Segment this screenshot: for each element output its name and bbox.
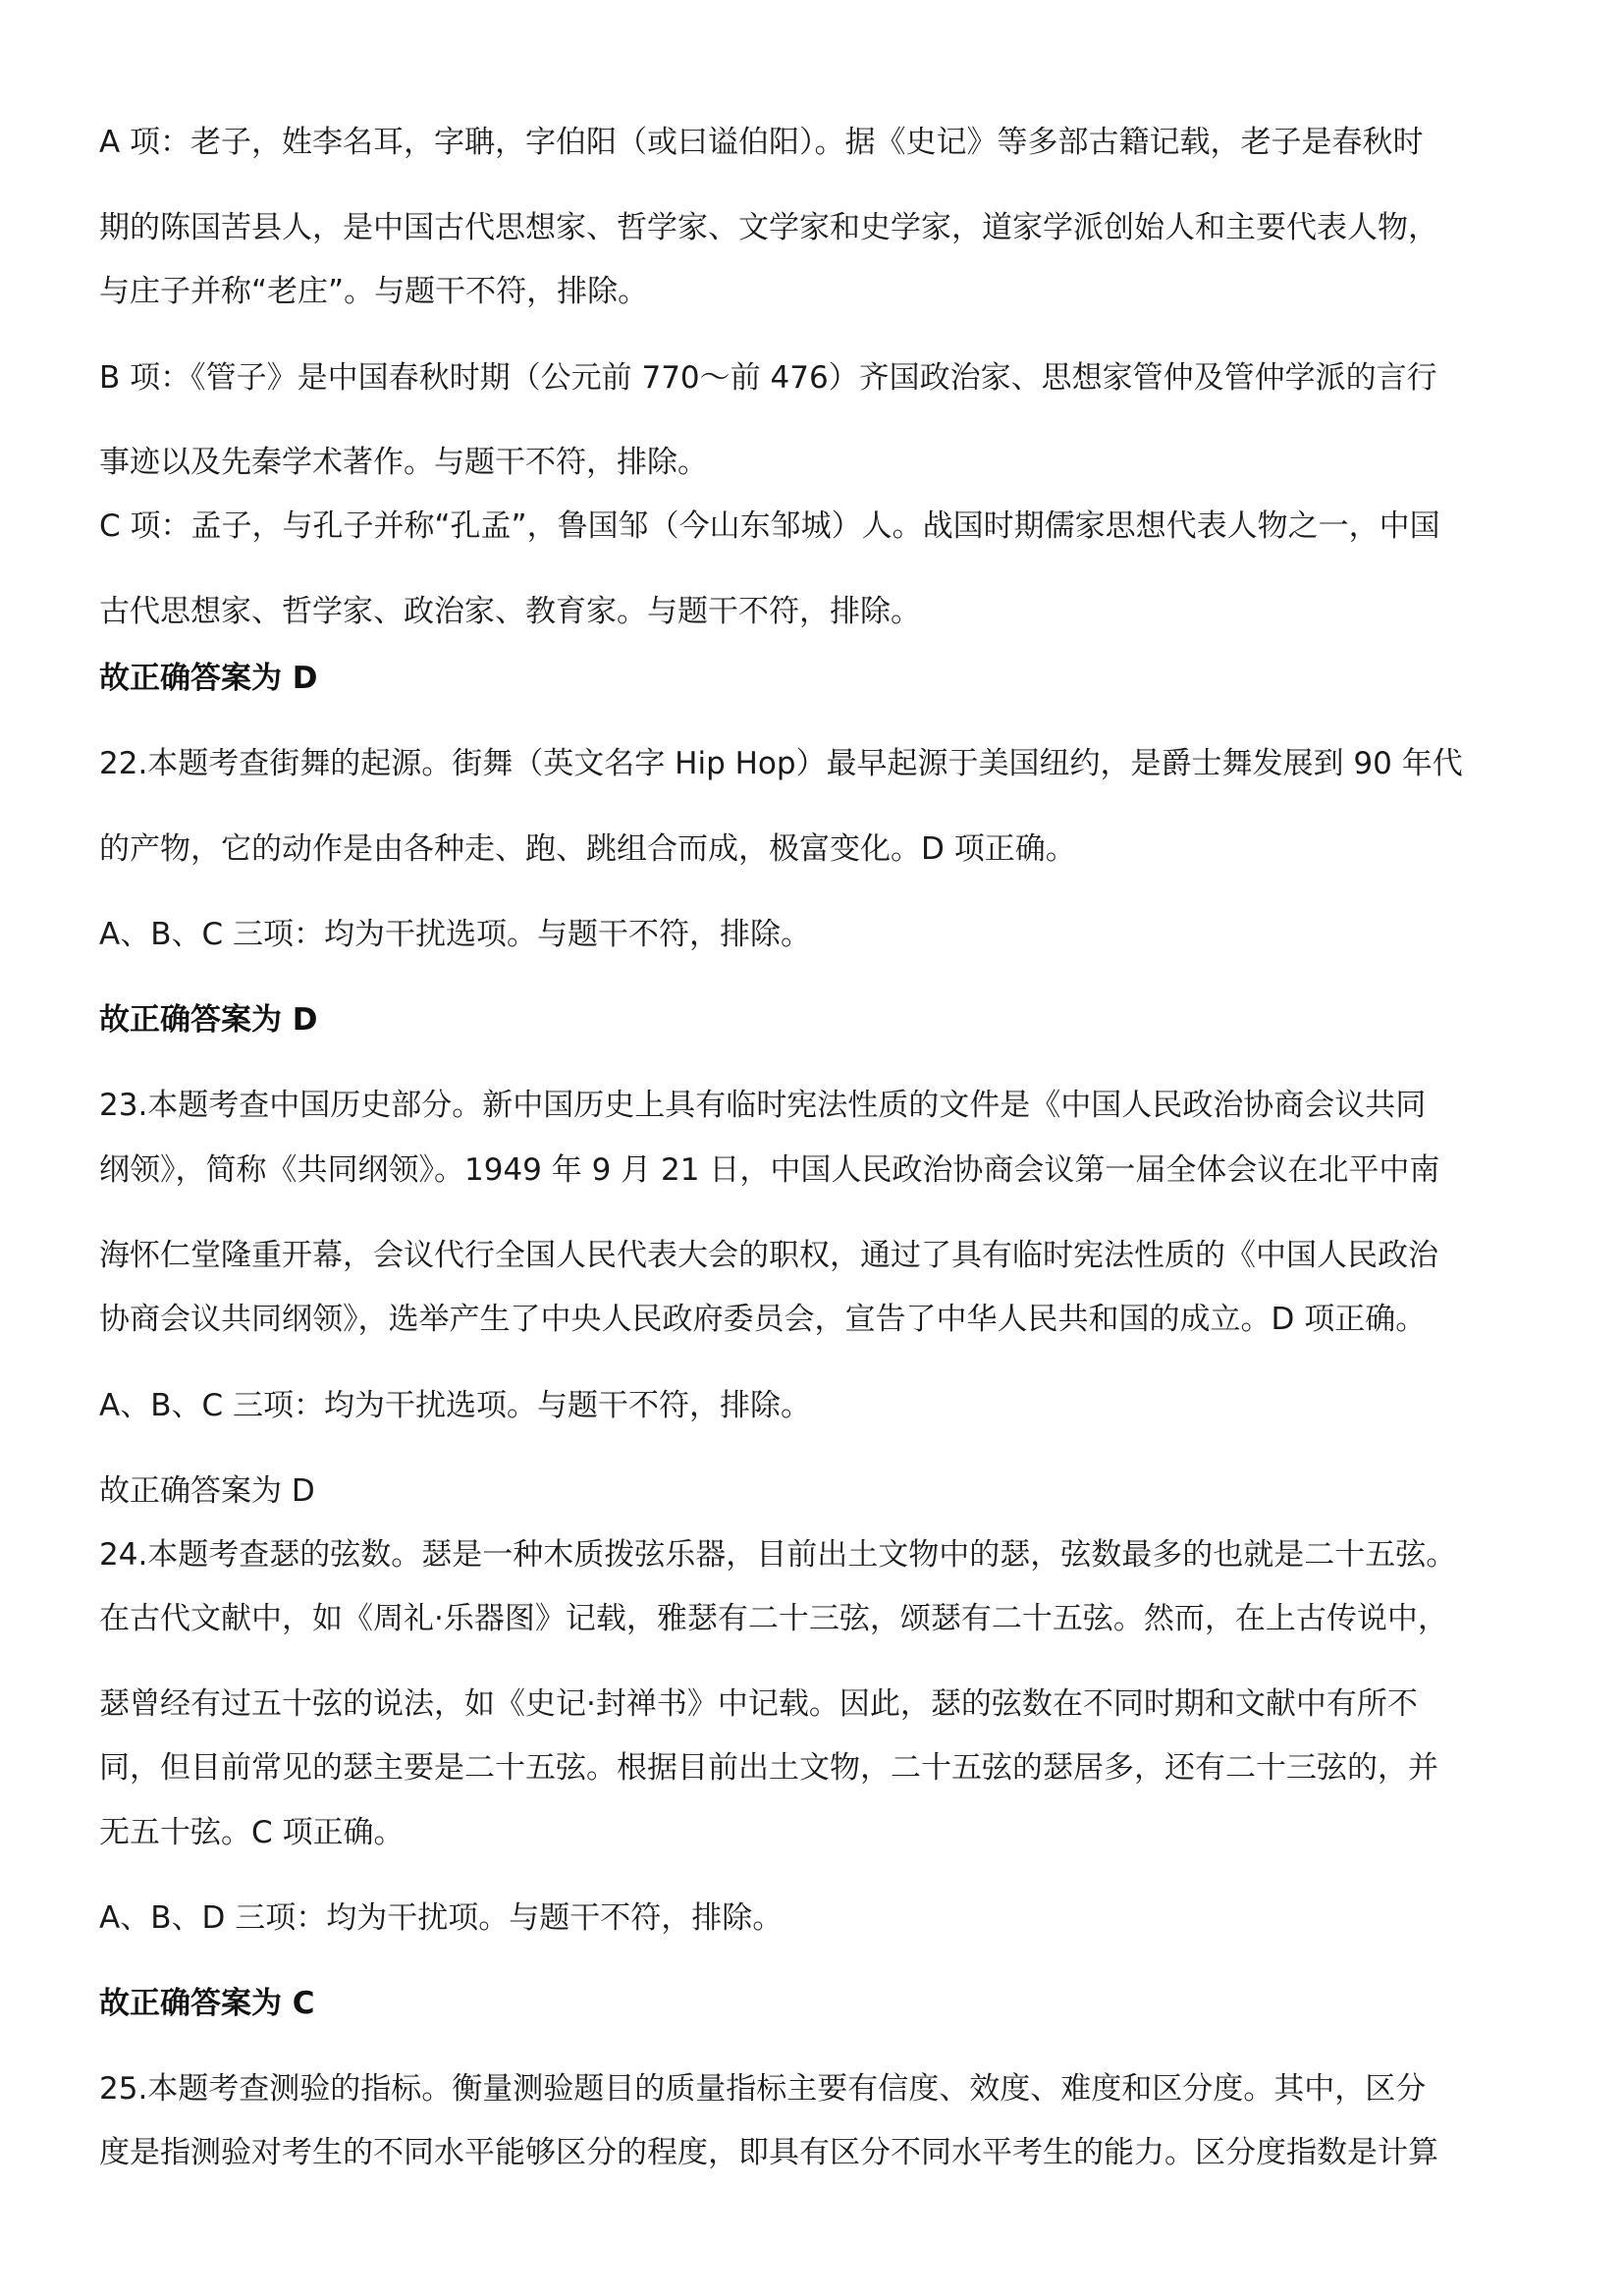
paragraph-line-q23-2: 纲领》，简称《共同纲领》。1949 年 9 月 21 日，中国人民政治协商会议第一届全体会议在北平中南 [99,1152,1440,1188]
paragraph-line-option-a-2: 期的陈国苦县人，是中国古代思想家、哲学家、文学家和史学家，道家学派创始人和主要代表人物， [99,210,1438,245]
paragraph-line-q24-3: 瑟曾经有过五十弦的说法，如《史记·封禅书》中记载。因此，瑟的弦数在不同时期和文献中有所不 [99,1686,1418,1722]
paragraph-line-option-c-1: C 项：孟子，与孔子并称“孔孟”，鲁国邹（今山东邹城）人。战国时期儒家思想代表人物之一，中国 [99,508,1440,544]
paragraph-line-option-b-2: 事迹以及先秦学术著作。与题干不符，排除。 [99,445,708,480]
paragraph-line-option-c-2: 古代思想家、哲学家、政治家、教育家。与题干不符，排除。 [99,594,921,629]
answer-line-22: 故正确答案为 D [99,1002,318,1038]
paragraph-line-q24-1: 24.本题考查瑟的弦数。瑟是一种木质拨弦乐器，目前出土文物中的瑟，弦数最多的也就是二十五弦。 [99,1537,1457,1573]
answer-line-23: 故正确答案为 D [99,1473,315,1509]
paragraph-line-q23-4: 协商会议共同纲领》，选举产生了中央人民政府委员会，宣告了中华人民共和国的成立。D 项正确。 [99,1302,1427,1337]
paragraph-line-q24-5: 无五十弦。C 项正确。 [99,1815,405,1850]
paragraph-line-q22-2: 的产物，它的动作是由各种走、跑、跳组合而成，极富变化。D 项正确。 [99,831,1076,867]
paragraph-line-option-a-1: A 项：老子，姓李名耳，字聃，字伯阳（或曰谥伯阳）。据《史记》等多部古籍记载，老子是春秋时 [99,125,1424,160]
paragraph-line-q25-2: 度是指测验对考生的不同水平能够区分的程度，即具有区分不同水平考生的能力。区分度指数是计算 [99,2135,1438,2170]
paragraph-line-q23-5: A、B、C 三项：均为干扰选项。与题干不符，排除。 [99,1388,811,1423]
paragraph-line-q24-4: 同，但目前常见的瑟主要是二十五弦。根据目前出土文物，二十五弦的瑟居多，还有二十三弦的，并 [99,1750,1438,1786]
paragraph-line-option-a-3: 与庄子并称“老庄”。与题干不符，排除。 [99,274,649,309]
paragraph-line-q24-6: A、B、D 三项：均为干扰项。与题干不符，排除。 [99,1900,784,1936]
paragraph-line-q23-1: 23.本题考查中国历史部分。新中国历史上具有临时宪法性质的文件是《中国人民政治协商会议共同 [99,1088,1427,1123]
paragraph-line-q22-1: 22.本题考查街舞的起源。街舞（英文名字 Hip Hop）最早起源于美国纽约，是爵士舞发展到 90 年代 [99,746,1463,781]
paragraph-line-q24-2: 在古代文献中，如《周礼·乐器图》记载，雅瑟有二十三弦，颂瑟有二十五弦。然而，在上古传说中， [99,1601,1448,1636]
paragraph-line-q25-1: 25.本题考查测验的指标。衡量测验题目的质量指标主要有信度、效度、难度和区分度。其中，区分 [99,2071,1427,2107]
answer-line-24: 故正确答案为 C [99,1986,315,2021]
paragraph-line-option-b-1: B 项：《管子》是中国春秋时期（公元前 770～前 476）齐国政治家、思想家管仲及管仲学派的言行 [99,360,1437,396]
answer-line-21: 故正确答案为 D [99,661,318,696]
paragraph-line-q23-3: 海怀仁堂隆重开幕，会议代行全国人民代表大会的职权，通过了具有临时宪法性质的《中国人民政治 [99,1238,1438,1273]
paragraph-line-q22-3: A、B、C 三项：均为干扰选项。与题干不符，排除。 [99,917,811,952]
